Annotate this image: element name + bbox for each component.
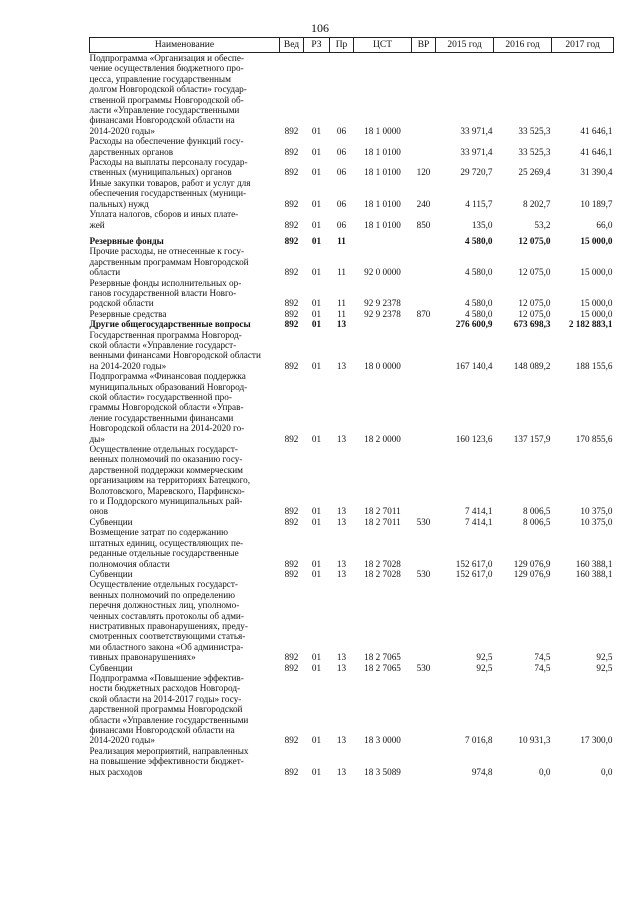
cell-pr: 13 xyxy=(336,652,347,663)
table-body xyxy=(90,53,614,778)
cell-2015: 29 720,7 xyxy=(460,167,493,178)
cell-2016: 137 157,9 xyxy=(513,433,551,444)
cell-rz: 01 xyxy=(311,308,322,319)
cell-name: Осуществление отдельных государст- венных полномочий по оказанию госу- дарственной поддержки коммерческим организациям на территориях Батецкого, Волотовского, Маревского, Парфинско- го и Поддорского муниципальных рай- онов xyxy=(89,444,250,517)
cell-name: Реализация мероприятий, направленных на повышение эффективности бюджет- ных расходов xyxy=(89,745,249,777)
cell-vr: 240 xyxy=(416,198,431,209)
cell-cst: 18 3 0000 xyxy=(364,735,401,746)
cell-pr: 06 xyxy=(336,146,347,157)
cell-2017: 66,0 xyxy=(596,219,613,230)
cell-2016: 129 076,9 xyxy=(513,568,551,579)
cell-2015: 167 140,4 xyxy=(455,360,493,371)
cell-pr: 06 xyxy=(336,219,347,230)
cell-vr xyxy=(412,319,436,329)
cell-2015: 160 123,6 xyxy=(455,433,493,444)
cell-2016: 8 006,5 xyxy=(522,516,551,527)
budget-table xyxy=(89,37,614,777)
cell-rz: 01 xyxy=(311,219,322,230)
cell-pr: 13 xyxy=(336,568,347,579)
cell-cst: 18 2 7011 xyxy=(364,516,401,527)
table-row xyxy=(90,53,614,137)
cell-name: Подпрограмма «Финансовая поддержка муниципальных образований Новгород- ской области» государственной про- граммы Новгородской области «Управ- ление государственными финансами Новгородской области на 2014-2020 го- ды» xyxy=(89,371,248,444)
table-row xyxy=(90,230,614,246)
cell-2016: 33 525,3 xyxy=(518,146,551,157)
cell-2015: 4 580,0 xyxy=(464,298,493,309)
table-row xyxy=(90,319,614,329)
cell-2017: 15 000,0 xyxy=(580,235,613,246)
cell-ved: 892 xyxy=(284,516,299,527)
cell-2015: 974,8 xyxy=(471,766,493,777)
cell-cst: 18 2 0000 xyxy=(364,433,401,444)
cell-pr: 13 xyxy=(336,735,347,746)
cell-ved: 892 xyxy=(284,198,299,209)
table-row xyxy=(90,517,614,527)
cell-vr xyxy=(412,330,436,372)
cell-ved: 892 xyxy=(284,652,299,663)
cell-pr: 13 xyxy=(336,506,347,517)
cell-rz: 01 xyxy=(311,662,322,673)
cell-name: Расходы на обеспечение функций госу- дарственных органов xyxy=(89,136,244,157)
cell-vr xyxy=(412,527,436,569)
cell-ved: 892 xyxy=(284,167,299,178)
cell-2015: 4 580,0 xyxy=(464,267,493,278)
cell-ved: 892 xyxy=(284,308,299,319)
col-header-2016: 2016 год xyxy=(494,38,552,53)
cell-2016: 74,5 xyxy=(534,652,551,663)
cell-rz: 01 xyxy=(311,360,322,371)
cell-2017: 10 375,0 xyxy=(580,506,613,517)
cell-cst xyxy=(354,230,412,246)
cell-ved: 892 xyxy=(284,735,299,746)
cell-cst: 18 1 0100 xyxy=(364,167,401,178)
table-row xyxy=(90,371,614,444)
col-header-pr: Пр xyxy=(330,38,354,53)
cell-vr: 530 xyxy=(416,568,431,579)
cell-2017: 15 000,0 xyxy=(580,298,613,309)
cell-2017: 188 155,6 xyxy=(575,360,613,371)
cell-pr: 13 xyxy=(336,766,347,777)
cell-rz: 01 xyxy=(311,506,322,517)
cell-2016: 12 075,0 xyxy=(518,267,551,278)
col-header-2015: 2015 год xyxy=(436,38,494,53)
cell-ved: 892 xyxy=(284,267,299,278)
cell-2016: 12 075,0 xyxy=(518,235,551,246)
cell-2016: 129 076,9 xyxy=(513,558,551,569)
cell-cst: 18 3 5089 xyxy=(364,766,401,777)
cell-2015: 92,5 xyxy=(476,662,493,673)
cell-ved: 892 xyxy=(284,125,299,136)
cell-cst: 18 1 0100 xyxy=(364,146,401,157)
col-header-2017: 2017 год xyxy=(552,38,614,53)
cell-ved: 892 xyxy=(284,568,299,579)
cell-pr: 13 xyxy=(336,558,347,569)
cell-pr: 06 xyxy=(336,167,347,178)
cell-cst: 18 2 7011 xyxy=(364,506,401,517)
cell-rz: 01 xyxy=(311,516,322,527)
cell-pr: 11 xyxy=(337,267,346,278)
col-header-rz: РЗ xyxy=(304,38,330,53)
cell-2015: 7 016,8 xyxy=(464,735,493,746)
cell-2015: 33 971,4 xyxy=(460,146,493,157)
cell-vr xyxy=(412,136,436,157)
cell-name: Осуществление отдельных государст- венных полномочий по определению перечня должностных лиц, уполномо- ченных составлять протоколы об адми- нистративных правонарушениях, преду- смотренных соответствующими статья- ми областного закона «Об администра- тивных правонарушениях» xyxy=(89,579,248,663)
cell-cst: 18 2 7065 xyxy=(364,662,401,673)
col-header-ved: Вед xyxy=(280,38,304,53)
cell-cst xyxy=(354,319,412,329)
table-row xyxy=(90,209,614,230)
col-header-vr: ВР xyxy=(412,38,436,53)
table-row xyxy=(90,527,614,569)
cell-2015: 7 414,1 xyxy=(464,506,493,517)
cell-name: Субвенции xyxy=(89,568,133,579)
table-row xyxy=(90,278,614,309)
cell-vr xyxy=(412,53,436,137)
cell-2016: 8 006,5 xyxy=(522,506,551,517)
cell-2017: 160 388,1 xyxy=(575,568,613,579)
cell-vr xyxy=(412,230,436,246)
cell-vr xyxy=(412,444,436,517)
cell-2016: 53,2 xyxy=(534,219,551,230)
cell-vr xyxy=(412,278,436,309)
cell-rz: 01 xyxy=(311,146,322,157)
cell-name: Подпрограмма «Повышение эффектив- ности бюджетных расходов Новгород- ской области на 2014-2017 годы» госу- дарственной программы Новгородской области «Управление государственными финансами Новгородской области на 2014-2020 годы» xyxy=(89,672,249,746)
cell-vr xyxy=(412,371,436,444)
cell-vr: 870 xyxy=(416,308,431,319)
cell-pr: 11 xyxy=(337,235,346,246)
cell-rz: 01 xyxy=(311,652,322,663)
cell-2015: 7 414,1 xyxy=(464,516,493,527)
cell-cst: 18 2 7028 xyxy=(364,558,401,569)
cell-2016: 74,5 xyxy=(534,662,551,673)
cell-2015: 276 600,9 xyxy=(455,319,493,330)
cell-cst: 18 0 0000 xyxy=(364,360,401,371)
cell-ved: 892 xyxy=(284,146,299,157)
cell-ved: 892 xyxy=(284,506,299,517)
cell-cst: 18 1 0000 xyxy=(364,125,401,136)
cell-2015: 33 971,4 xyxy=(460,125,493,136)
cell-2017: 31 390,4 xyxy=(580,167,613,178)
table-row xyxy=(90,569,614,579)
cell-2017: 17 300,0 xyxy=(580,735,613,746)
cell-ved: 892 xyxy=(284,766,299,777)
cell-2017: 10 189,7 xyxy=(580,198,613,209)
cell-cst: 92 9 2378 xyxy=(364,298,401,309)
cell-ved: 892 xyxy=(284,298,299,309)
cell-name: Субвенции xyxy=(89,516,133,527)
cell-rz: 01 xyxy=(311,319,322,330)
table-row xyxy=(90,136,614,157)
cell-rz: 01 xyxy=(311,298,322,309)
cell-pr: 13 xyxy=(336,319,347,330)
table-row xyxy=(90,673,614,746)
cell-2017: 92,5 xyxy=(596,652,613,663)
cell-pr: 13 xyxy=(336,360,347,371)
cell-name: Иные закупки товаров, работ и услуг для обеспечения государственных (муници- пальных) нужд xyxy=(89,177,251,209)
cell-name: Уплата налогов, сборов и иных плате- жей xyxy=(89,209,239,230)
cell-vr xyxy=(412,673,436,746)
cell-ved: 892 xyxy=(284,558,299,569)
cell-2016: 33 525,3 xyxy=(518,125,551,136)
cell-name: Подпрограмма «Организация и обеспе- чение осуществления бюджетного про- цесса, управление государственным долгом Новгородской области» государ- ственной программы Новгородской об- ласти «Управление государственными финансами Новгородской области на 2014-2020 годы» xyxy=(89,53,247,136)
cell-2015: 4 580,0 xyxy=(464,308,493,319)
cell-2017: 0,0 xyxy=(601,766,613,777)
table-row xyxy=(90,157,614,178)
col-header-name: Наименование xyxy=(90,38,280,53)
cell-pr: 13 xyxy=(336,662,347,673)
cell-pr: 06 xyxy=(336,125,347,136)
cell-2017: 92,5 xyxy=(596,662,613,673)
table-row xyxy=(90,663,614,673)
cell-ved: 892 xyxy=(284,235,299,246)
cell-name: Резервные фонды исполнительных ор- ганов государственной власти Новго- родской области xyxy=(89,277,242,309)
table-row xyxy=(90,309,614,319)
cell-2016: 673 698,3 xyxy=(513,319,551,330)
cell-rz: 01 xyxy=(311,766,322,777)
cell-2017: 160 388,1 xyxy=(575,558,613,569)
cell-rz: 01 xyxy=(311,558,322,569)
cell-rz: 01 xyxy=(311,568,322,579)
cell-ved: 892 xyxy=(284,433,299,444)
table-row xyxy=(90,444,614,517)
table-row xyxy=(90,579,614,662)
cell-vr: 850 xyxy=(416,219,431,230)
cell-vr: 120 xyxy=(416,167,431,178)
cell-2017: 170 855,6 xyxy=(575,433,613,444)
cell-name: Субвенции xyxy=(89,662,133,673)
header-row xyxy=(90,38,614,53)
cell-vr xyxy=(412,246,436,277)
cell-cst: 18 2 7028 xyxy=(364,568,401,579)
cell-2017: 41 646,1 xyxy=(580,146,613,157)
cell-2015: 4 115,7 xyxy=(465,198,493,209)
cell-cst: 18 2 7065 xyxy=(364,652,401,663)
cell-2017: 41 646,1 xyxy=(580,125,613,136)
cell-name: Другие общегосударственные вопросы xyxy=(89,319,251,330)
cell-2017: 2 182 883,1 xyxy=(568,319,613,330)
table-row xyxy=(90,178,614,209)
table-row xyxy=(90,330,614,372)
cell-ved: 892 xyxy=(284,319,299,330)
cell-cst: 18 1 0100 xyxy=(364,219,401,230)
table-row xyxy=(90,246,614,277)
cell-vr xyxy=(412,579,436,662)
cell-2016: 8 202,7 xyxy=(522,198,551,209)
cell-cst: 18 1 0100 xyxy=(364,198,401,209)
cell-pr: 13 xyxy=(336,516,347,527)
table-row xyxy=(90,746,614,777)
cell-pr: 11 xyxy=(337,308,346,319)
cell-name: Государственная программа Новгород- ской области «Управление государст- венными финансами Новгородской области на 2014-2020 годы» xyxy=(89,329,261,371)
cell-2016: 148 089,2 xyxy=(513,360,551,371)
cell-2016: 25 269,4 xyxy=(518,167,551,178)
cell-rz: 01 xyxy=(311,735,322,746)
cell-pr: 11 xyxy=(337,298,346,309)
cell-2015: 4 580,0 xyxy=(464,235,493,246)
cell-name: Резервные средства xyxy=(89,308,167,319)
cell-ved: 892 xyxy=(284,360,299,371)
cell-rz: 01 xyxy=(311,267,322,278)
cell-name: Возмещение затрат по содержанию штатных единиц, осуществляющих пе- реданные отдельные государственные полномочия области xyxy=(89,527,244,569)
cell-rz: 01 xyxy=(311,198,322,209)
cell-name: Резервные фонды xyxy=(89,235,164,246)
cell-2017: 15 000,0 xyxy=(580,308,613,319)
cell-2016: 12 075,0 xyxy=(518,308,551,319)
cell-name: Прочие расходы, не отнесенные к госу- дарственным программам Новгородской области xyxy=(89,246,249,278)
cell-2017: 10 375,0 xyxy=(580,516,613,527)
cell-vr: 530 xyxy=(416,516,431,527)
cell-pr: 06 xyxy=(336,198,347,209)
cell-vr xyxy=(412,746,436,777)
cell-cst: 92 0 0000 xyxy=(364,267,401,278)
cell-name: Расходы на выплаты персоналу государ- ственных (муниципальных) органов xyxy=(89,157,248,178)
cell-2015: 152 617,0 xyxy=(455,568,493,579)
cell-2015: 135,0 xyxy=(471,219,493,230)
cell-rz: 01 xyxy=(311,167,322,178)
cell-rz: 01 xyxy=(311,433,322,444)
cell-2016: 0,0 xyxy=(539,766,551,777)
cell-2015: 152 617,0 xyxy=(455,558,493,569)
cell-rz: 01 xyxy=(311,125,322,136)
cell-cst: 92 9 2378 xyxy=(364,308,401,319)
cell-2017: 15 000,0 xyxy=(580,267,613,278)
col-header-cst: ЦСТ xyxy=(354,38,412,53)
cell-ved: 892 xyxy=(284,662,299,673)
cell-ved: 892 xyxy=(284,219,299,230)
cell-2016: 10 931,3 xyxy=(518,735,551,746)
cell-rz: 01 xyxy=(311,235,322,246)
cell-pr: 13 xyxy=(336,433,347,444)
page-number: 106 xyxy=(311,21,329,35)
cell-2015: 92,5 xyxy=(476,652,493,663)
cell-2016: 12 075,0 xyxy=(518,298,551,309)
cell-vr: 530 xyxy=(416,662,431,673)
